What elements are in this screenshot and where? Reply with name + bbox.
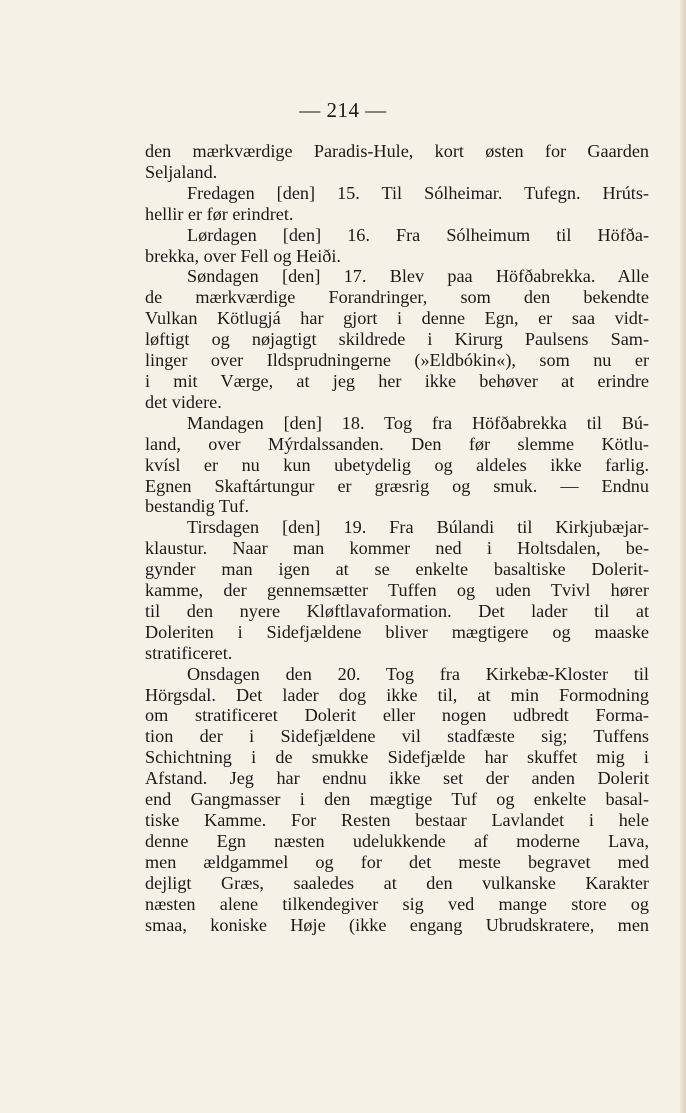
- text-line: denne Egn næsten udelukkende af moderne Lava,: [145, 830, 649, 851]
- text-line: stratificeret.: [145, 642, 233, 663]
- text-line: den mærkværdige Paradis-Hule, kort østen for Gaarden: [145, 141, 649, 161]
- text-line: Doleriten i Sidefjældene bliver mægtigere og maaske: [145, 621, 649, 642]
- text-line: til den nyere Kløftlavaformation. Det lader til at: [145, 600, 649, 621]
- text-line: i mit Værge, at jeg her ikke behøver at erindre: [145, 370, 649, 391]
- text-line: kamme, der gennemsætter Tuffen og uden Tvivl hører: [145, 580, 649, 601]
- text-line: brekka, over Fell og Heiði.: [145, 245, 341, 266]
- text-line: men ældgammel og for det meste begravet med: [145, 851, 649, 872]
- text-line: Vulkan Kötlugjá har gjort i denne Egn, er saa vidt-: [145, 308, 649, 329]
- text-line: linger over Ildsprudningerne (»Eldbókin«), som nu er: [145, 350, 649, 371]
- text-line: næsten alene tilkendegiver sig ved mange store og: [145, 893, 649, 914]
- text-line: hellir er før erindret.: [145, 203, 294, 224]
- text-line: Seljaland.: [145, 161, 218, 182]
- text-line: gynder man igen at se enkelte basaltiske Dolerit-: [145, 559, 649, 580]
- text-line: tiske Kamme. For Resten bestaar Lavlandet i hele: [145, 810, 649, 830]
- text-line: end Gangmasser i den mægtige Tuf og enkelte basal-: [145, 789, 649, 810]
- text-line: Afstand. Jeg har endnu ikke set der anden Dolerit: [145, 768, 649, 789]
- text-line: dejligt Græs, saaledes at den vulkanske Karakter: [145, 872, 649, 893]
- text-line: kvísl er nu kun ubetydelig og aldeles ikke farlig.: [145, 454, 649, 475]
- text-line: om stratificeret Dolerit eller nogen udbredt Forma-: [145, 705, 649, 726]
- text-line: Søndagen [den] 17. Blev paa Höfðabrekka. Alle: [187, 266, 649, 287]
- text-line: Hörgsdal. Det lader dog ikke til, at min Formodning: [145, 684, 649, 705]
- page-number: — 214 —: [299, 98, 387, 122]
- text-line: bestandig Tuf.: [145, 496, 250, 517]
- text-line: de mærkværdige Forandringer, som den bekendte: [145, 287, 649, 308]
- text-line: land, over Mýrdalssanden. Den før slemme Kötlu-: [145, 433, 649, 454]
- text-line: det videre.: [145, 391, 222, 412]
- text-line: Lørdagen [den] 16. Fra Sólheimum til Höfða-: [187, 224, 649, 245]
- text-line: Schichtning i de smukke Sidefjælde har skuffet mig i: [145, 747, 649, 768]
- text-line: Onsdagen den 20. Tog fra Kirkebæ-Kloster til: [187, 663, 649, 684]
- text-line: Egnen Skaftártungur er græsrig og smuk. — Endnu: [145, 475, 649, 496]
- body-text: [145, 141, 649, 935]
- text-line: Tirsdagen [den] 19. Fra Búlandi til Kirkjubæjar-: [187, 517, 649, 538]
- text-line: tion der i Sidefjældene vil stadfæste sig; Tuffens: [145, 726, 649, 747]
- text-line: Fredagen [den] 15. Til Sólheimar. Tufegn. Hrúts-: [187, 182, 649, 203]
- text-line: klaustur. Naar man kommer ned i Holtsdalen, be-: [145, 538, 649, 559]
- text-line: Mandagen [den] 18. Tog fra Höfðabrekka til Bú-: [187, 412, 649, 433]
- text-line: løftigt og nøjagtigt skildrede i Kirurg Paulsens Sam-: [145, 329, 649, 350]
- page-edge-shadow: [680, 0, 686, 1113]
- text-line: smaa, koniske Høje (ikke engang Ubrudskratere, men: [145, 914, 649, 935]
